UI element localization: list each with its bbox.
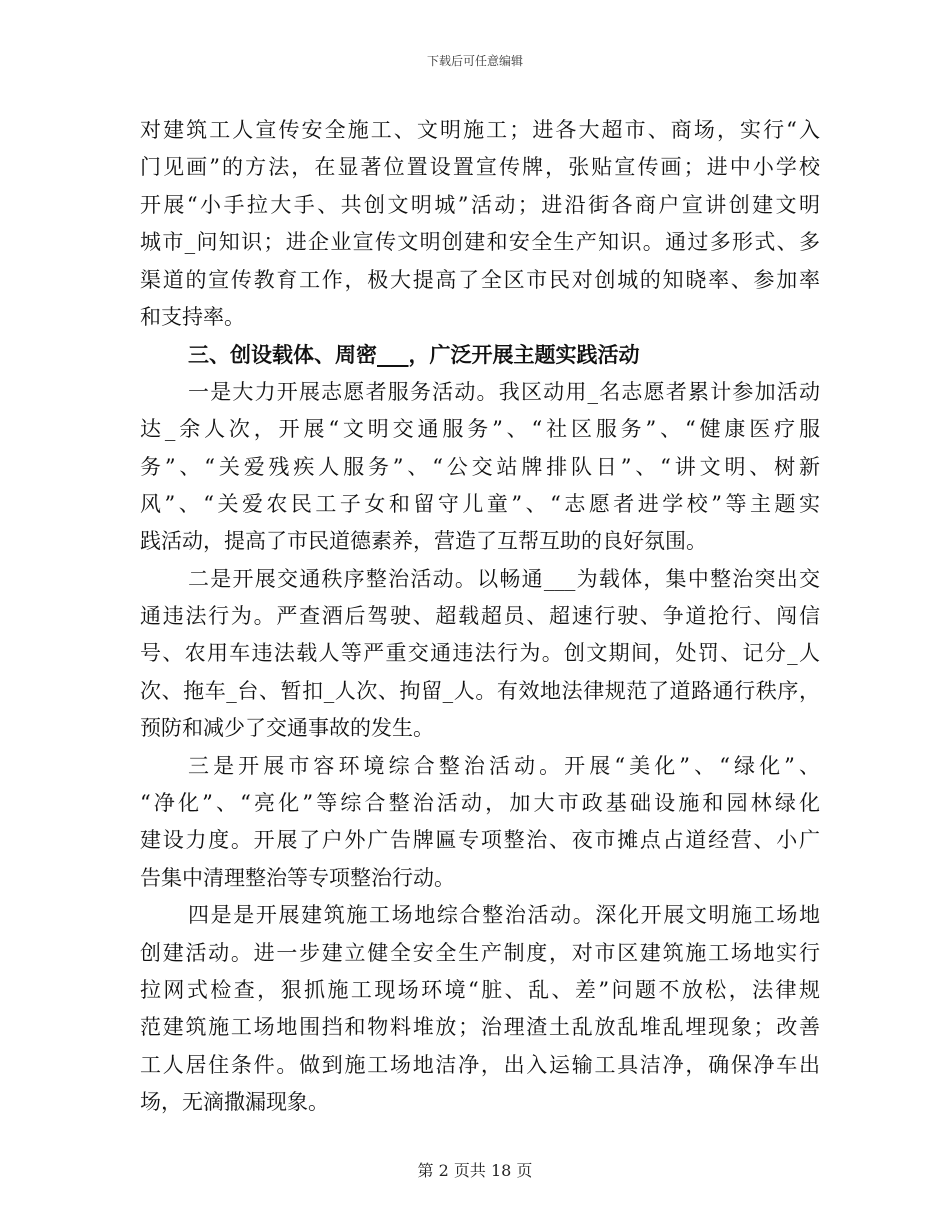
section-heading: 三、创设载体、周密___，广泛开展主题实践活动 — [188, 342, 640, 368]
body-line: 达_余人次，开展“文明交通服务”、“社区服务”、“健康医疗服 — [140, 417, 820, 442]
page-header: 下载后可任意编辑 — [426, 54, 523, 68]
body-line: 次、拖车_台、暂扣_人次、拘留_人。有效地法律规范了道路通行秩序， — [140, 678, 820, 703]
body-line: 城市_问知识；进企业宣传文明创建和安全生产知识。通过多形式、多 — [140, 230, 820, 255]
body-line: “净化”、“亮化”等综合整治活动，加大市政基础设施和园林绿化 — [140, 791, 820, 816]
body-line: 务”、“关爱残疾人服务”、“公交站牌排队日”、“讲文明、树新 — [140, 454, 820, 479]
body-line: 风”、“关爱农民工子女和留守儿童”、“志愿者进学校”等主题实 — [140, 491, 820, 516]
body-line: 渠道的宣传教育工作，极大提高了全区市民对创城的知晓率、参加率 — [140, 267, 820, 292]
body-line: 建设力度。开展了户外广告牌匾专项整治、夜市摊点占道经营、小广 — [140, 828, 820, 853]
body-line: 预防和减少了交通事故的发生。 — [140, 716, 434, 741]
body-line: 工人居住条件。做到施工场地洁净，出入运输工具洁净，确保净车出 — [140, 1052, 820, 1077]
body-line: 四是是开展建筑施工场地综合整治活动。深化开展文明施工场地 — [188, 903, 820, 928]
body-line: 门见画”的方法，在显著位置设置宣传牌，张贴宣传画；进中小学校 — [140, 155, 820, 180]
body-line: 号、农用车违法载人等严重交通违法行为。创文期间，处罚、记分_人 — [140, 641, 820, 666]
body-line: 三是开展市容环境综合整治活动。开展“美化”、“绿化”、 — [188, 753, 820, 778]
body-line: 和支持率。 — [140, 304, 245, 329]
body-line: 拉网式检查，狠抓施工现场环境“脏、乱、差”问题不放松，法律规 — [140, 977, 820, 1002]
body-line: 告集中清理整治等专项整治行动。 — [140, 865, 455, 890]
body-line: 二是开展交通秩序整治活动。以畅通___为载体，集中整治突出交 — [188, 566, 820, 591]
body-line: 开展“小手拉大手、共创文明城”活动；进沿街各商户宣讲创建文明 — [140, 192, 820, 217]
body-line: 场，无滴撒漏现象。 — [140, 1090, 329, 1115]
body-line: 一是大力开展志愿者服务活动。我区动用_名志愿者累计参加活动 — [188, 379, 820, 404]
body-line: 践活动，提高了市民道德素养，营造了互帮互助的良好氛围。 — [140, 529, 707, 554]
document-body — [140, 112, 820, 1122]
body-line: 通违法行为。严查酒后驾驶、超载超员、超速行驶、争道抢行、闯信 — [140, 604, 820, 629]
body-line: 创建活动。进一步建立健全安全生产制度，对市区建筑施工场地实行 — [140, 940, 820, 965]
body-line: 对建筑工人宣传安全施工、文明施工；进各大超市、商场，实行“入 — [140, 118, 820, 142]
page-footer: 第 2 页共 18 页 — [417, 1161, 533, 1180]
body-line: 范建筑施工场地围挡和物料堆放；治理渣土乱放乱堆乱埋现象；改善 — [140, 1015, 820, 1040]
